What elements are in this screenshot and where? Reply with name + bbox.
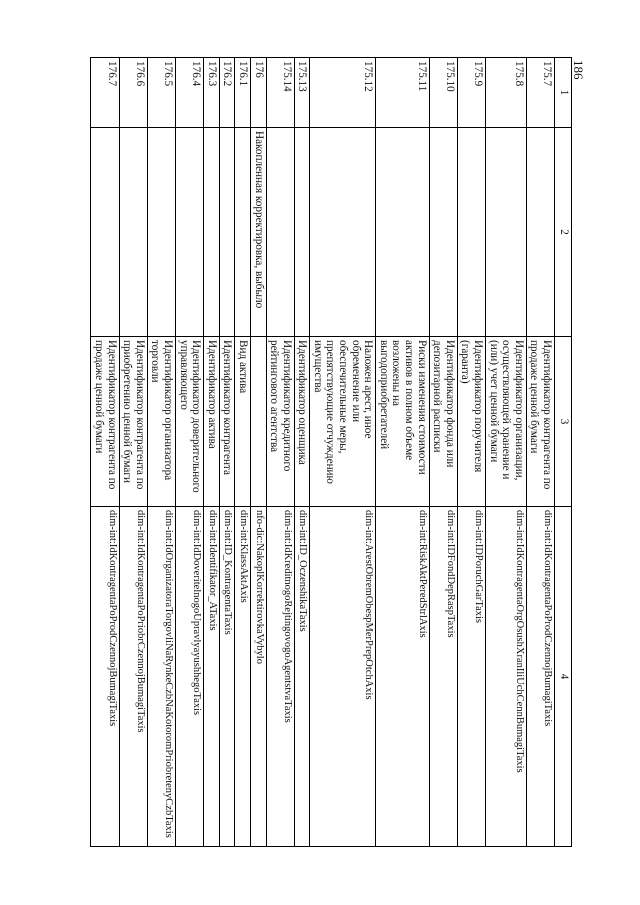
table-cell-num: 175.7 — [526, 58, 554, 128]
table-cell-col3: Идентификатор оценщика — [294, 337, 310, 507]
table-cell-col2 — [91, 128, 119, 337]
table-row — [266, 58, 294, 847]
table-cell-num: 176.7 — [91, 58, 119, 128]
table-cell-col2 — [219, 128, 235, 337]
table-cell-num: 176 — [250, 58, 266, 128]
table-cell-col3: Идентификатор организатора торговли — [147, 337, 175, 507]
table-row — [91, 58, 119, 847]
table-cell-col3: Наложен арест, иное обременение или обеспечительные меры, препятствующие отчуждению имущества — [310, 337, 376, 507]
page-number: 186 — [571, 60, 586, 80]
table-cell-col4: dim-int:IDPoruchGarTaxis — [457, 507, 485, 847]
table-cell-col4: dim-int:ID_OczenshikaTaxis — [294, 507, 310, 847]
table-cell-num: 176.5 — [147, 58, 175, 128]
table-cell-col4: dim-int:IdOrganizatoraTorgovliNaRynkeCzbNaKotoromPriobretenyCzbTaxis — [147, 507, 175, 847]
table-cell-num: 176.3 — [204, 58, 220, 128]
table-cell-col2 — [486, 128, 527, 337]
table-cell-col3: Идентификатор контрагента — [219, 337, 235, 507]
table-row — [175, 58, 203, 847]
table-cell-col4: dim-int:IdKreditnogoRejtingovogoAgentstvaTaxis — [266, 507, 294, 847]
table-cell-num: 175.8 — [486, 58, 527, 128]
table-cell-col2: Накопленная корректировка, выбыло — [250, 128, 266, 337]
table-cell-col4: dim-int:Identifikator_ATaxis — [204, 507, 220, 847]
table-cell-col3: Идентификатор поручителя (гаранта) — [457, 337, 485, 507]
table-cell-num: 176.1 — [235, 58, 251, 128]
table-cell-num: 176.4 — [175, 58, 203, 128]
table-cell-col4: dim-int:RiskAktPeredStrlAxis — [376, 507, 429, 847]
table-cell-col3: Идентификатор контрагента по продаже ценной бумаги — [91, 337, 119, 507]
table-row — [486, 58, 527, 847]
table-row — [250, 58, 266, 847]
table-cell-col3: Вид актива — [235, 337, 251, 507]
table-row — [219, 58, 235, 847]
table-cell-col3: Идентификатор контрагента по продаже ценной бумаги — [526, 337, 554, 507]
table-cell-col2 — [175, 128, 203, 337]
table-cell-col3: Риски изменения стоимости активов в полном объеме возложены на выгодоприобретателей — [376, 337, 429, 507]
table-cell-col3: Идентификатор доверительного управляющего — [175, 337, 203, 507]
table-cell-col2 — [235, 128, 251, 337]
table-cell-num: 175.14 — [266, 58, 294, 128]
header-cell: 4 — [555, 507, 572, 847]
table-cell-col4: nfo-dic:NakoplKorrektirovkaVybylo — [250, 507, 266, 847]
table-cell-col4: dim-int:IdDoveritelnogoUpravlyayushhegoTaxis — [175, 507, 203, 847]
data-table — [90, 57, 572, 847]
table-cell-col3: Идентификатор контрагента по приобретению ценной бумаги — [119, 337, 147, 507]
table-cell-num: 175.11 — [376, 58, 429, 128]
table-cell-col2 — [526, 128, 554, 337]
header-row — [555, 58, 572, 847]
table-row — [526, 58, 554, 847]
table-cell-num: 175.10 — [429, 58, 457, 128]
table-row — [119, 58, 147, 847]
table-cell-col2 — [266, 128, 294, 337]
table-cell-col2 — [204, 128, 220, 337]
table-cell-col3: Идентификатор фонда или депозитарной расписки — [429, 337, 457, 507]
table-cell-num: 175.13 — [294, 58, 310, 128]
header-cell: 3 — [555, 337, 572, 507]
table-row — [147, 58, 175, 847]
table-cell-num: 176.2 — [219, 58, 235, 128]
table-row — [204, 58, 220, 847]
table-cell-col2 — [147, 128, 175, 337]
table-cell-col2 — [457, 128, 485, 337]
table-cell-col2 — [119, 128, 147, 337]
table-row — [235, 58, 251, 847]
table-cell-num: 175.9 — [457, 58, 485, 128]
header-cell: 2 — [555, 128, 572, 337]
header-cell: 1 — [555, 58, 572, 128]
table-cell-col2 — [310, 128, 376, 337]
table-cell-col2 — [376, 128, 429, 337]
table-cell-col3: Идентификатор актива — [204, 337, 220, 507]
table-cell-num: 175.12 — [310, 58, 376, 128]
table-cell-col4: dim-int:ArestObremObespMerPrepOtchAxis — [310, 507, 376, 847]
table-row — [294, 58, 310, 847]
table-row — [429, 58, 457, 847]
table-cell-col3: Идентификатор организации, осуществляющей хранение и (или) учет ценной бумаги — [486, 337, 527, 507]
table-row — [310, 58, 376, 847]
table-cell-col4: dim-int:ID_KontragentaTaxis — [219, 507, 235, 847]
table-cell-col4: dim-int:IdKontragentaOrgOsushXranIliUchCennBumagiTaxis — [486, 507, 527, 847]
table-cell-num: 176.6 — [119, 58, 147, 128]
table-cell-col3: Идентификатор кредитного рейтингового агентства — [266, 337, 294, 507]
table-cell-col4: dim-int:IdKontragentaPoProdCzennojBumagiTaxis — [526, 507, 554, 847]
table-row — [376, 58, 429, 847]
table-cell-col3 — [250, 337, 266, 507]
table-cell-col4: dim-int:KlassAktAxis — [235, 507, 251, 847]
table-cell-col4: dim-int:IdKontragentaPoPriobrCzennojBumagiTaxis — [119, 507, 147, 847]
table-cell-col2 — [429, 128, 457, 337]
table-cell-col4: dim-int:IDFondDepRaspTaxis — [429, 507, 457, 847]
table-row — [457, 58, 485, 847]
table-cell-col4: dim-int:IdKontragentaPoProdCzennojBumagiTaxis — [91, 507, 119, 847]
table-cell-col2 — [294, 128, 310, 337]
rotated-table-container — [93, 57, 572, 846]
